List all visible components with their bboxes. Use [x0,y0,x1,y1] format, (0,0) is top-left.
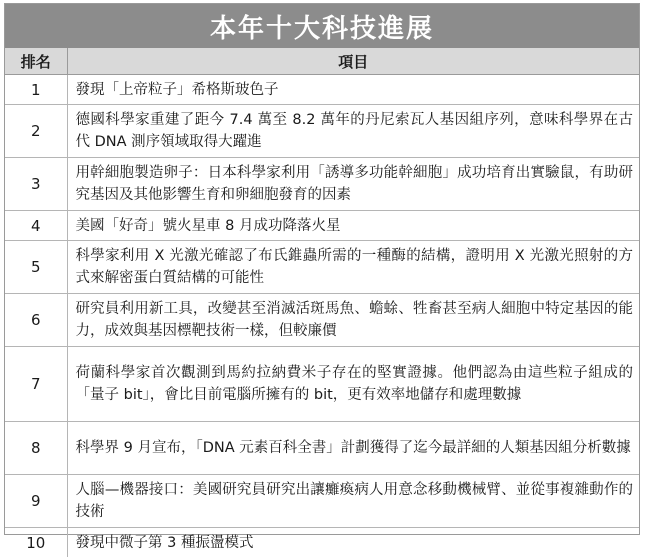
rank-cell: 10 [5,528,67,557]
rank-cell: 2 [5,105,67,158]
item-cell: 荷蘭科學家首次觀測到馬約拉納費米子存在的堅實證據。他們認為由這些粒子組成的「量子 bit」，會比目前電腦所擁有的 bit，更有效率地儲存和處理數據 [67,347,639,422]
table-row [5,475,639,528]
table-row [5,347,639,422]
rank-column-header: 排名 [5,48,67,75]
rank-cell: 3 [5,158,67,211]
ranking-table [5,48,639,557]
item-cell: 科學界 9 月宣布，「DNA 元素百科全書」計劃獲得了迄今最詳細的人類基因組分析數據 [67,422,639,475]
tech-progress-table-panel [4,3,640,535]
table-header-row [5,48,639,75]
item-cell: 人腦—機器接口：美國研究員研究出讓癱瘓病人用意念移動機械臂、並從事複雜動作的技術 [67,475,639,528]
rank-cell: 6 [5,294,67,347]
rank-cell: 7 [5,347,67,422]
table-row [5,105,639,158]
table-row [5,158,639,211]
rank-cell: 5 [5,241,67,294]
item-cell: 科學家利用 X 光激光確認了布氏錐蟲所需的一種酶的結構，證明用 X 光激光照射的方式來解密蛋白質結構的可能性 [67,241,639,294]
item-cell: 美國「好奇」號火星車 8 月成功降落火星 [67,211,639,241]
table-row [5,528,639,557]
rank-cell: 9 [5,475,67,528]
item-cell: 發現中微子第 3 種振盪模式 [67,528,639,557]
table-row [5,294,639,347]
rank-cell: 4 [5,211,67,241]
item-cell: 研究員利用新工具，改變甚至消滅活斑馬魚、蟾蜍、牲畜甚至病人細胞中特定基因的能力，成效與基因標靶技術一樣，但較廉價 [67,294,639,347]
page-title: 本年十大科技進展 [210,8,434,45]
table-row [5,75,639,105]
rank-cell: 8 [5,422,67,475]
rank-cell: 1 [5,75,67,105]
title-bar [5,4,639,48]
item-column-header: 項目 [67,48,639,75]
item-cell: 發現「上帝粒子」希格斯玻色子 [67,75,639,105]
item-cell: 用幹細胞製造卵子：日本科學家利用「誘導多功能幹細胞」成功培育出實驗鼠，有助研究基因及其他影響生育和卵細胞發育的因素 [67,158,639,211]
table-row [5,211,639,241]
table-row [5,422,639,475]
item-cell: 德國科學家重建了距今 7.4 萬至 8.2 萬年的丹尼索瓦人基因組序列，意味科學界在古代 DNA 測序領域取得大躍進 [67,105,639,158]
table-row [5,241,639,294]
